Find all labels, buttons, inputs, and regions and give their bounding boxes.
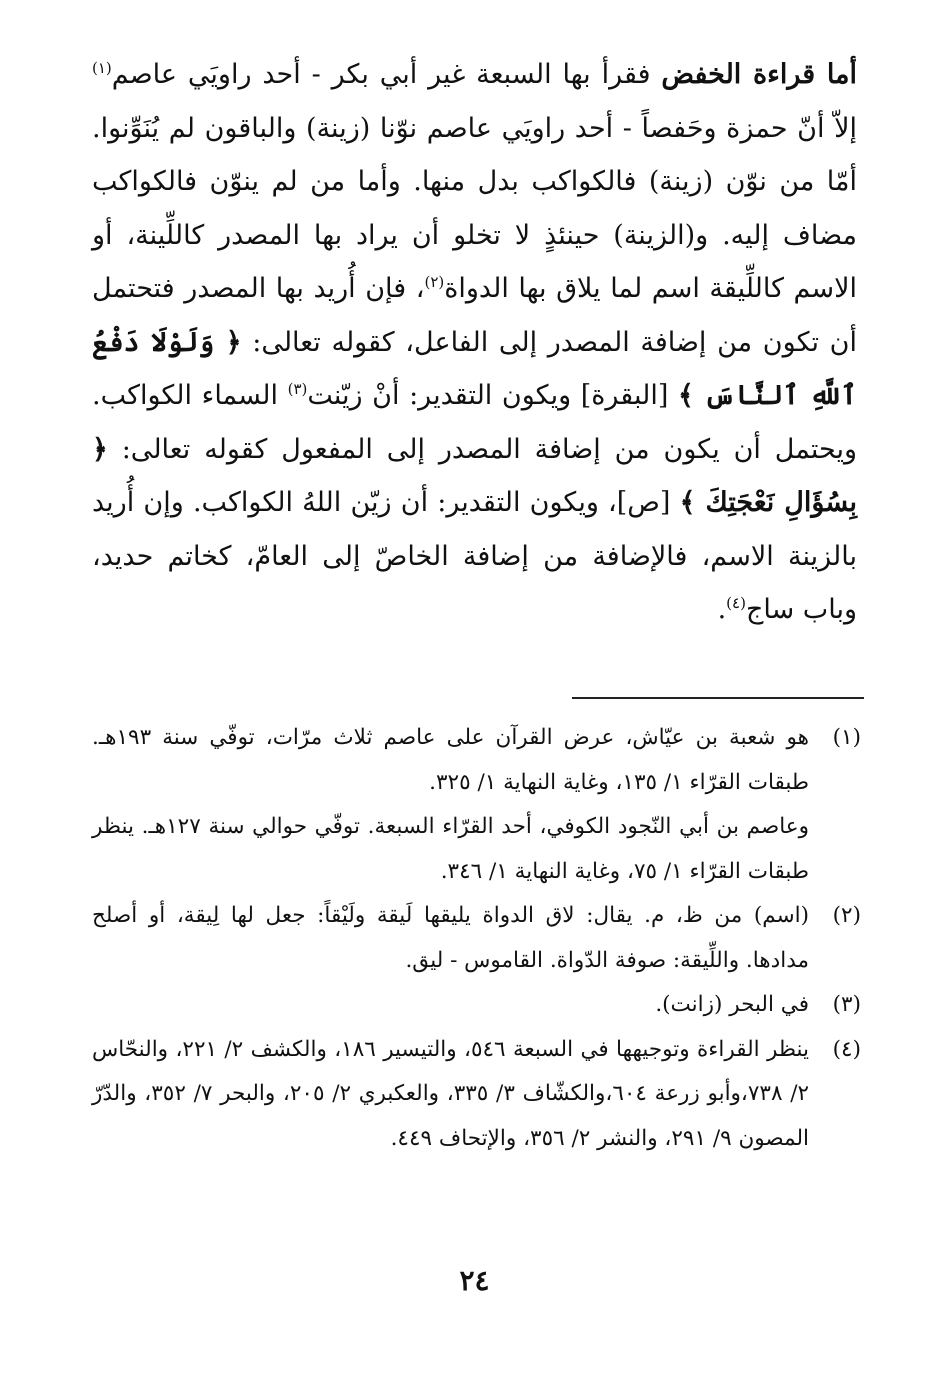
footnotes	[92, 716, 861, 1161]
footnote-number: (٤)	[832, 1036, 861, 1062]
footnote	[92, 1028, 861, 1162]
footnote-number: (٢)	[832, 903, 861, 928]
footnote-text: هو شعبة بن عيّاش، عرض القرآن على عاصم ثلاث مرّات، توفّي سنة ١٩٣هـ. طبقات القرّاء ١/ ١٣٥، وغاية النهاية ١/ ٣٢٥.	[92, 725, 809, 795]
footnote-text: (اسم) من ظ، م. يقال: لاق الدواة يليقها لَيقة ولَيْقاً: جعل لها لِيقة، أو أصلح مدادها. واللِّيقة: صوفة الدّواة. القاموس - ليق.	[92, 903, 809, 973]
text-run: إلاّ أنّ حمزة وحَفصاً - أحد راويَي عاصم نوّنا (زينة) والباقون لم يُنَوِّنوا. أمّا من نوّن (زينة) فالكواكب بدل منها. وأما من لم ينوّن فالكواكب مضاف إليه. و(الزينة) حينئذٍ لا تخلو أن يراد بها المصدر كاللِّينة، أو الاسم كاللِّيقة اسم لما يلاق بها الدواة	[92, 112, 857, 304]
footnote	[92, 716, 861, 894]
text-run: [البقرة] ويكون التقدير: أنْ زيّنت	[307, 380, 678, 411]
quran-quote: ﴿ بِسُؤَالِ نَعْجَتِكَ ﴾	[92, 433, 857, 518]
footnote-ref-3: (٣)	[287, 380, 308, 398]
footnote-ref-2: (٢)	[424, 273, 445, 291]
footnote-text: وعاصم بن أبي النّجود الكوفي، أحد القرّاء السبعة. توفّي حوالي سنة ١٢٧هـ. ينظر طبقات القرّاء ١/ ٧٥، وغاية النهاية ١/ ٣٤٦.	[92, 814, 809, 884]
footnote-ref-1: (١)	[92, 59, 112, 77]
footnote	[92, 983, 861, 1028]
text-run: ، فإن أُريد بها المصدر فتحتمل أن تكون من إضافة المصدر إلى الفاعل، كقوله تعالى:	[92, 273, 857, 358]
text-run: .	[717, 594, 727, 625]
text-run: فقرأ بها السبعة غير أبي بكر - أحد راويَي عاصم	[111, 59, 662, 90]
footnote-number: (١)	[832, 725, 861, 750]
page-number: ٢٤	[459, 1264, 490, 1297]
main-paragraph	[92, 48, 857, 637]
footnote-text: في البحر (زانت).	[655, 992, 809, 1017]
main-text	[92, 48, 857, 637]
footnote-number: (٣)	[832, 992, 861, 1017]
quran-quote: ﴿ وَلَوْلَا دَفْعُ ٱللَّهِ ٱلنَّاسَ ﴾	[92, 326, 857, 411]
footnote-ref-4: (٤)	[726, 594, 746, 612]
footnote	[92, 894, 861, 983]
footnote-text: ينظر القراءة وتوجيهها في السبعة ٥٤٦، والتيسير ١٨٦، والكشف ٢/ ٢٢١، والنحّاس ٢/ ٧٣٨،وأبو زرعة ٦٠٤،والكشّاف ٣/ ٣٣٥، والعكبري ٢/ ٢٠٥، والبحر ٧/ ٣٥٢، والدّرّ المصون ٩/ ٢٩١، والنشر ٢/ ٣٥٦، والإتحاف ٤٤٩.	[92, 1036, 810, 1151]
text-run: السماء الكواكب. ويحتمل أن يكون من إضافة المصدر إلى المفعول كقوله تعالى:	[92, 380, 857, 465]
lead-phrase: أما قراءة الخفض	[661, 59, 858, 90]
footnote-divider	[572, 697, 864, 699]
text-run: [ص]، ويكون التقدير: أن زيّن اللهُ الكواكب. وإن أُريد بالزينة الاسم، فالإضافة من إضافة الخاصّ إلى العامّ، كخاتم حديد، وباب ساج	[92, 487, 857, 625]
